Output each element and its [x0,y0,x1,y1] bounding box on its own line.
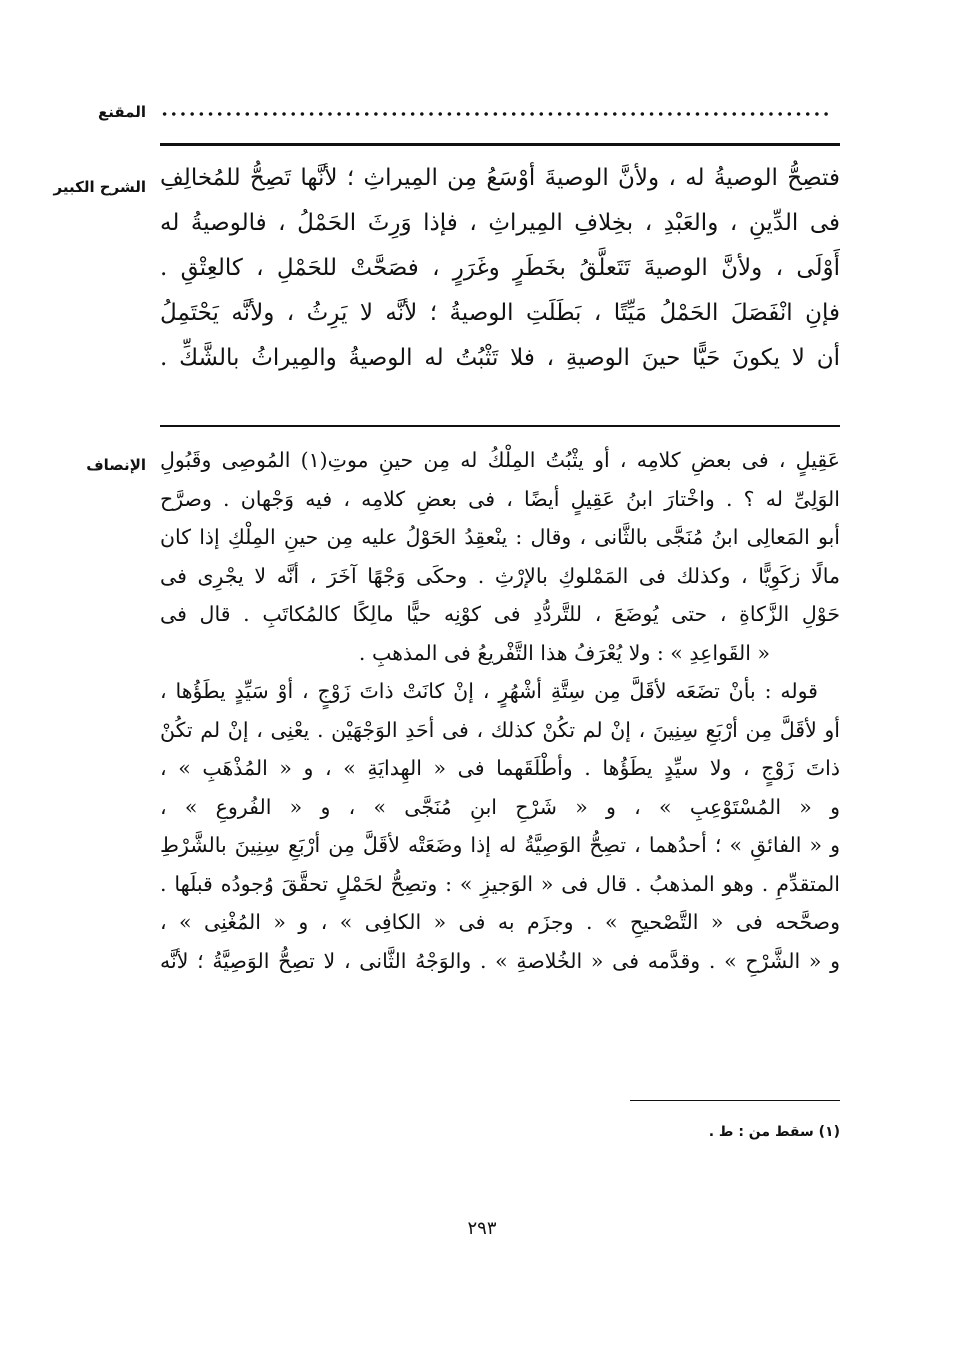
sharh-line: فإنِ انْفَصَلَ الحَمْلُ مَيِّتًا ، بَطَلَتِ الوصيةُ ؛ لأنَّه لا يَرِثُ ، ولأنَّه يَحْتَمِلُ [160,300,840,326]
insaf-line: حَوْلِ الزَّكاةِ ، حتى يُوضَعَ ، للتَّردُّدِ فى كوْنِه حيًّا مالِكًا كالمُكاتَبِ . قال فى [160,602,840,626]
insaf-line: وصحَّحه فى « التَّصْحيحِ » . وجزَم به فى « الكافِى » ، و « المُغْنِى » ، [160,910,840,934]
insaf-line: أبو المَعالِى ابنُ مُنَجَّى بالثَّانى ، وقال : ينْعقِدُ الحَوْلُ عليه مِن حينِ المِلْكِ إذا كان [160,525,840,549]
insaf-line: المتقدِّمِ . وهو المذهبُ . قال فى « الوَجيزِ » : وتصِحُّ لحَمْلٍ تحقَّقَ وُجودُه قبلَها . [160,871,840,896]
footnote-rule [630,1100,840,1101]
insaf-line: و « الشَّرْحِ » . وقدَّمه فى « الخُلاصةِ » . والوَجْهُ الثَّانى ، لا تصِحُّ الوَصِيَّةُ ؛ لأنَّه [160,948,840,973]
header-thick-rule [160,143,840,146]
header-section-label: المقنع [98,103,146,121]
footnote: (١) سقط من : ط . [708,1124,840,1140]
sharh-line: أَوْلَى ، ولأنَّ الوصيةَ تَتَعلَّقُ بخَطَرٍ وغَرَرٍ ، فصَحَّتْ للحَمْلِ ، كالعِتْقِ . [160,255,840,281]
sharh-line: أن لا يكونَ حَيًّا حينَ الوصيةِ ، فلا تَثْبُتُ له الوصيةُ والمِيراثُ بالشَّكِّ . [160,345,840,371]
insaf-line: و « المُسْتَوْعِبِ » ، و « شَرْحِ ابنِ مُنَجَّى » ، و « الفُروعِ » ، [160,794,840,819]
insaf-line-last: « القَواعِدِ » : ولا يُعْرَفُ هذا التَّفْريعُ فى المذهبِ . [358,640,770,665]
insaf-line: قوله : بأنْ تضَعَه لأقَلَّ مِن سِتَّةِ أشْهُرٍ ، إنْ كانَتْ ذاتَ زَوْجٍ ، أوْ سَيِّدٍ يطَؤُها ، [160,679,818,703]
sharh-line: فتصِحُّ الوصيةُ له ، ولأنَّ الوصيةَ أوْسَعُ مِن المِيراثِ ؛ لأنَّها تَصِحُّ للمُخالِفِ [160,165,840,191]
sharh-text-block [160,156,840,381]
insaf-line: ذاتَ زَوْجٍ ، ولا سيِّدٍ يطَؤُها . وأطْلَقَهما فى « الهِدايَةِ » ، و « المُذْهَبِ » ، [160,756,840,780]
header-dotted-rule [160,108,830,120]
page-number: ٢٩٣ [467,1218,497,1239]
sharh-line: فى الدِّينِ ، والعَبْدِ ، بخِلافِ المِيراثِ ، فإذا وَرِثَ الحَمْلُ ، فالوصيةُ له [160,210,840,236]
insaf-line: أو لأقَلَّ مِن أرْبَعِ سِنِينَ ، إنْ لم تكُنْ كذلك ، فى أحَدِ الوَجْهَيْن . يعْنِى ، إنْ لم تكُنْ [160,717,840,742]
insaf-line: الوَلِىِّ له ؟ . واخْتارَ ابنُ عَقِيلٍ أيضًا ، فى بعضِ كلامِه ، فيه وَجْهان . وصرَّح [160,486,840,511]
insaf-line: مالًا زكَوِيًّا ، وكذلك فى المَمْلوكِ بالإرْثِ . وحكَى وَجْهًا آخَرَ ، أنَّه لا يجْرِى فى [160,563,840,588]
sharh-margin-label: الشرح الكبير [53,178,146,196]
insaf-line: عَقِيلٍ ، فى بعضِ كلامِه ، أو يثْبُتُ المِلْكُ له مِن حينِ موتِ(١) المُوصِى وقَبُولِ [160,448,840,472]
insaf-line: و « الفائقِ » ؛ أحدُهما ، تصِحُّ الوَصِيَّةُ له إذا وضَعَتْه لأقَلَّ مِن أرْبَعِ سِنِينَ بالشَّرْطِ [160,833,840,857]
insaf-text-block [160,441,840,980]
insaf-margin-label: الإنصاف [86,456,146,474]
section-divider-rule [160,425,840,427]
